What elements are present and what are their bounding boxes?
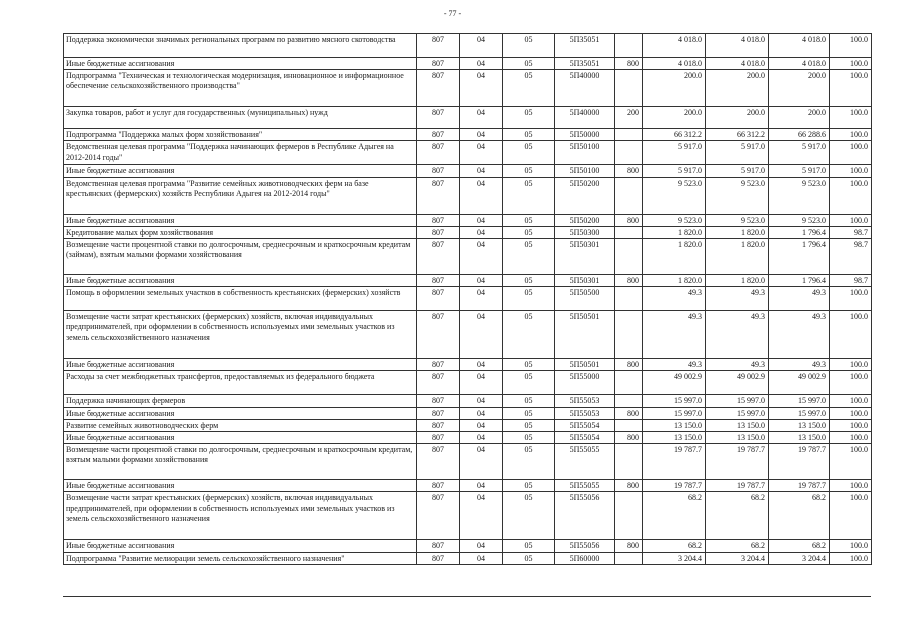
- ved-cell: 807: [417, 480, 460, 492]
- rz-cell: 04: [460, 226, 503, 238]
- row-name-cell: Иные бюджетные ассигнования: [64, 359, 417, 371]
- fact-cell: 19 787.7: [769, 480, 830, 492]
- spec-cell: 13 150.0: [706, 419, 769, 431]
- vr-cell: [615, 177, 643, 214]
- row-name-cell: Возмещение части процентной ставки по долгосрочным, среднесрочным и краткосрочным кредитам (займам), взятым малыми формами хозяйствования: [64, 239, 417, 275]
- pr-cell: 05: [503, 107, 555, 129]
- rz-cell: 04: [460, 432, 503, 444]
- spec-cell: 68.2: [706, 540, 769, 552]
- fact-cell: 1 796.4: [769, 275, 830, 287]
- table-row: [64, 239, 872, 275]
- plan-cell: 49.3: [643, 359, 706, 371]
- rz-cell: 04: [460, 70, 503, 107]
- percent-cell: 100.0: [830, 311, 872, 359]
- plan-cell: 3 204.4: [643, 552, 706, 564]
- pr-cell: 05: [503, 444, 555, 480]
- rz-cell: 04: [460, 407, 503, 419]
- rz-cell: 04: [460, 444, 503, 480]
- spec-cell: 15 997.0: [706, 395, 769, 407]
- spec-cell: 9 523.0: [706, 214, 769, 226]
- row-name-cell: Иные бюджетные ассигнования: [64, 275, 417, 287]
- table-row: [64, 432, 872, 444]
- spec-cell: 49.3: [706, 359, 769, 371]
- percent-cell: 100.0: [830, 359, 872, 371]
- csr-cell: 5П55056: [555, 540, 615, 552]
- csr-cell: 5П50200: [555, 177, 615, 214]
- vr-cell: 800: [615, 407, 643, 419]
- rz-cell: 04: [460, 395, 503, 407]
- plan-cell: 15 997.0: [643, 407, 706, 419]
- plan-cell: 15 997.0: [643, 395, 706, 407]
- plan-cell: 49 002.9: [643, 371, 706, 395]
- pr-cell: 05: [503, 407, 555, 419]
- row-name-cell: Иные бюджетные ассигнования: [64, 432, 417, 444]
- pr-cell: 05: [503, 287, 555, 311]
- vr-cell: [615, 395, 643, 407]
- pr-cell: 05: [503, 58, 555, 70]
- fact-cell: 3 204.4: [769, 552, 830, 564]
- fact-cell: 1 796.4: [769, 239, 830, 275]
- row-name-cell: Подпрограмма "Техническая и технологическая модернизация, инновационное и информационное обеспечение сельскохозяйственного производства": [64, 70, 417, 107]
- rz-cell: 04: [460, 359, 503, 371]
- csr-cell: 5П50100: [555, 141, 615, 165]
- ved-cell: 807: [417, 311, 460, 359]
- spec-cell: 66 312.2: [706, 129, 769, 141]
- percent-cell: 100.0: [830, 552, 872, 564]
- vr-cell: 800: [615, 432, 643, 444]
- percent-cell: 100.0: [830, 58, 872, 70]
- table-bottom-border: [63, 596, 871, 597]
- rz-cell: 04: [460, 214, 503, 226]
- table-row: [64, 311, 872, 359]
- table-row: [64, 480, 872, 492]
- ved-cell: 807: [417, 34, 460, 58]
- ved-cell: 807: [417, 444, 460, 480]
- plan-cell: 1 820.0: [643, 275, 706, 287]
- row-name-cell: Подпрограмма "Поддержка малых форм хозяйствования": [64, 129, 417, 141]
- csr-cell: 5П55055: [555, 444, 615, 480]
- spec-cell: 9 523.0: [706, 177, 769, 214]
- page-number: - 77 -: [443, 9, 462, 18]
- row-name-cell: Иные бюджетные ассигнования: [64, 165, 417, 177]
- row-name-cell: Возмещение части затрат крестьянских (фермерских) хозяйств, включая индивидуальных предпринимателей, при оформлении в собственность используемых ими земельных участков из земель сельскохозяйственного назначения: [64, 311, 417, 359]
- ved-cell: 807: [417, 540, 460, 552]
- plan-cell: 4 018.0: [643, 34, 706, 58]
- vr-cell: [615, 444, 643, 480]
- percent-cell: 100.0: [830, 287, 872, 311]
- ved-cell: 807: [417, 407, 460, 419]
- plan-cell: 5 917.0: [643, 141, 706, 165]
- rz-cell: 04: [460, 540, 503, 552]
- rz-cell: 04: [460, 371, 503, 395]
- row-name-cell: Кредитование малых форм хозяйствования: [64, 226, 417, 238]
- fact-cell: 15 997.0: [769, 407, 830, 419]
- row-name-cell: Иные бюджетные ассигнования: [64, 214, 417, 226]
- spec-cell: 1 820.0: [706, 275, 769, 287]
- fact-cell: 19 787.7: [769, 444, 830, 480]
- fact-cell: 68.2: [769, 540, 830, 552]
- table-row: [64, 287, 872, 311]
- table-row: [64, 371, 872, 395]
- csr-cell: 5П50000: [555, 129, 615, 141]
- ved-cell: 807: [417, 492, 460, 540]
- spec-cell: 13 150.0: [706, 432, 769, 444]
- rz-cell: 04: [460, 287, 503, 311]
- table-row: [64, 419, 872, 431]
- fact-cell: 49.3: [769, 287, 830, 311]
- ved-cell: 807: [417, 371, 460, 395]
- spec-cell: 49 002.9: [706, 371, 769, 395]
- pr-cell: 05: [503, 141, 555, 165]
- csr-cell: 5П55054: [555, 432, 615, 444]
- table-row: [64, 226, 872, 238]
- percent-cell: 98.7: [830, 275, 872, 287]
- spec-cell: 4 018.0: [706, 58, 769, 70]
- percent-cell: 100.0: [830, 34, 872, 58]
- plan-cell: 5 917.0: [643, 165, 706, 177]
- vr-cell: [615, 492, 643, 540]
- vr-cell: 200: [615, 107, 643, 129]
- fact-cell: 9 523.0: [769, 177, 830, 214]
- percent-cell: 100.0: [830, 371, 872, 395]
- rz-cell: 04: [460, 107, 503, 129]
- table-row: [64, 58, 872, 70]
- fact-cell: 49.3: [769, 311, 830, 359]
- vr-cell: 800: [615, 214, 643, 226]
- row-name-cell: Закупка товаров, работ и услуг для государственных (муниципальных) нужд: [64, 107, 417, 129]
- pr-cell: 05: [503, 70, 555, 107]
- rz-cell: 04: [460, 552, 503, 564]
- rz-cell: 04: [460, 34, 503, 58]
- spec-cell: 15 997.0: [706, 407, 769, 419]
- fact-cell: 4 018.0: [769, 34, 830, 58]
- row-name-cell: Подпрограмма "Развитие мелиорации земель сельскохозяйственного назначения": [64, 552, 417, 564]
- pr-cell: 05: [503, 480, 555, 492]
- plan-cell: 200.0: [643, 70, 706, 107]
- fact-cell: 49 002.9: [769, 371, 830, 395]
- plan-cell: 9 523.0: [643, 214, 706, 226]
- fact-cell: 200.0: [769, 70, 830, 107]
- table-row: [64, 214, 872, 226]
- spec-cell: 1 820.0: [706, 226, 769, 238]
- vr-cell: 800: [615, 540, 643, 552]
- csr-cell: 5П35051: [555, 34, 615, 58]
- pr-cell: 05: [503, 492, 555, 540]
- pr-cell: 05: [503, 275, 555, 287]
- vr-cell: [615, 552, 643, 564]
- csr-cell: 5П35051: [555, 58, 615, 70]
- percent-cell: 100.0: [830, 177, 872, 214]
- percent-cell: 100.0: [830, 214, 872, 226]
- pr-cell: 05: [503, 540, 555, 552]
- row-name-cell: Ведомственная целевая программа "Поддержка начинающих фермеров в Республике Адыгея на 2012-2014 годы": [64, 141, 417, 165]
- spec-cell: 49.3: [706, 287, 769, 311]
- csr-cell: 5П50100: [555, 165, 615, 177]
- pr-cell: 05: [503, 239, 555, 275]
- pr-cell: 05: [503, 371, 555, 395]
- spec-cell: 68.2: [706, 492, 769, 540]
- csr-cell: 5П50500: [555, 287, 615, 311]
- ved-cell: 807: [417, 432, 460, 444]
- row-name-cell: Поддержка экономически значимых региональных программ по развитию мясного скотоводства: [64, 34, 417, 58]
- row-name-cell: Иные бюджетные ассигнования: [64, 480, 417, 492]
- fact-cell: 5 917.0: [769, 141, 830, 165]
- vr-cell: [615, 287, 643, 311]
- rz-cell: 04: [460, 141, 503, 165]
- plan-cell: 1 820.0: [643, 226, 706, 238]
- vr-cell: [615, 70, 643, 107]
- csr-cell: 5П50301: [555, 275, 615, 287]
- pr-cell: 05: [503, 129, 555, 141]
- plan-cell: 200.0: [643, 107, 706, 129]
- spec-cell: 1 820.0: [706, 239, 769, 275]
- rz-cell: 04: [460, 419, 503, 431]
- spec-cell: 5 917.0: [706, 141, 769, 165]
- table-row: [64, 129, 872, 141]
- ved-cell: 807: [417, 359, 460, 371]
- table-row: [64, 165, 872, 177]
- fact-cell: 13 150.0: [769, 432, 830, 444]
- row-name-cell: Возмещение части процентной ставки по долгосрочным, среднесрочным и краткосрочным кредитам, взятым малыми формами хозяйствования: [64, 444, 417, 480]
- plan-cell: 19 787.7: [643, 444, 706, 480]
- fact-cell: 49.3: [769, 359, 830, 371]
- ved-cell: 807: [417, 226, 460, 238]
- vr-cell: [615, 34, 643, 58]
- ved-cell: 807: [417, 419, 460, 431]
- table-row: [64, 395, 872, 407]
- percent-cell: 98.7: [830, 239, 872, 275]
- csr-cell: 5П55054: [555, 419, 615, 431]
- ved-cell: 807: [417, 58, 460, 70]
- vr-cell: 800: [615, 480, 643, 492]
- table-row: [64, 275, 872, 287]
- row-name-cell: Иные бюджетные ассигнования: [64, 58, 417, 70]
- plan-cell: 66 312.2: [643, 129, 706, 141]
- row-name-cell: Помощь в оформлении земельных участков в собственность крестьянских (фермерских) хозяйств: [64, 287, 417, 311]
- percent-cell: 100.0: [830, 540, 872, 552]
- vr-cell: 800: [615, 275, 643, 287]
- plan-cell: 1 820.0: [643, 239, 706, 275]
- csr-cell: 5П50301: [555, 239, 615, 275]
- rz-cell: 04: [460, 492, 503, 540]
- pr-cell: 05: [503, 432, 555, 444]
- pr-cell: 05: [503, 419, 555, 431]
- csr-cell: 5П55053: [555, 395, 615, 407]
- vr-cell: [615, 419, 643, 431]
- ved-cell: 807: [417, 165, 460, 177]
- rz-cell: 04: [460, 129, 503, 141]
- ved-cell: 807: [417, 141, 460, 165]
- csr-cell: 5П40000: [555, 107, 615, 129]
- rz-cell: 04: [460, 311, 503, 359]
- plan-cell: 19 787.7: [643, 480, 706, 492]
- percent-cell: 100.0: [830, 395, 872, 407]
- rz-cell: 04: [460, 275, 503, 287]
- csr-cell: 5П50501: [555, 311, 615, 359]
- plan-cell: 68.2: [643, 540, 706, 552]
- fact-cell: 9 523.0: [769, 214, 830, 226]
- table-row: [64, 359, 872, 371]
- budget-table: [63, 33, 872, 565]
- plan-cell: 9 523.0: [643, 177, 706, 214]
- rz-cell: 04: [460, 239, 503, 275]
- vr-cell: [615, 371, 643, 395]
- vr-cell: [615, 311, 643, 359]
- row-name-cell: Иные бюджетные ассигнования: [64, 407, 417, 419]
- table-row: [64, 492, 872, 540]
- ved-cell: 807: [417, 287, 460, 311]
- percent-cell: 100.0: [830, 407, 872, 419]
- csr-cell: 5П40000: [555, 70, 615, 107]
- csr-cell: 5П50300: [555, 226, 615, 238]
- pr-cell: 05: [503, 34, 555, 58]
- percent-cell: 100.0: [830, 141, 872, 165]
- row-name-cell: Развитие семейных животноводческих ферм: [64, 419, 417, 431]
- ved-cell: 807: [417, 129, 460, 141]
- ved-cell: 807: [417, 177, 460, 214]
- row-name-cell: Возмещение части затрат крестьянских (фермерских) хозяйств, включая индивидуальных предпринимателей, при оформлении в собственность используемых ими земельных участков из земель сельскохозяйственного назначения: [64, 492, 417, 540]
- rz-cell: 04: [460, 165, 503, 177]
- pr-cell: 05: [503, 214, 555, 226]
- percent-cell: 100.0: [830, 70, 872, 107]
- table-row: [64, 444, 872, 480]
- csr-cell: 5П60000: [555, 552, 615, 564]
- pr-cell: 05: [503, 395, 555, 407]
- table-row: [64, 177, 872, 214]
- csr-cell: 5П55056: [555, 492, 615, 540]
- fact-cell: 1 796.4: [769, 226, 830, 238]
- ved-cell: 807: [417, 552, 460, 564]
- row-name-cell: Поддержка начинающих фермеров: [64, 395, 417, 407]
- pr-cell: 05: [503, 226, 555, 238]
- table-row: [64, 552, 872, 564]
- pr-cell: 05: [503, 177, 555, 214]
- ved-cell: 807: [417, 214, 460, 226]
- csr-cell: 5П55053: [555, 407, 615, 419]
- vr-cell: 800: [615, 165, 643, 177]
- rz-cell: 04: [460, 480, 503, 492]
- spec-cell: 200.0: [706, 107, 769, 129]
- spec-cell: 19 787.7: [706, 444, 769, 480]
- percent-cell: 100.0: [830, 165, 872, 177]
- table-row: [64, 407, 872, 419]
- fact-cell: 200.0: [769, 107, 830, 129]
- vr-cell: 800: [615, 359, 643, 371]
- percent-cell: 100.0: [830, 492, 872, 540]
- csr-cell: 5П55000: [555, 371, 615, 395]
- spec-cell: 200.0: [706, 70, 769, 107]
- rz-cell: 04: [460, 58, 503, 70]
- table-row: [64, 540, 872, 552]
- plan-cell: 68.2: [643, 492, 706, 540]
- table-row: [64, 70, 872, 107]
- plan-cell: 49.3: [643, 287, 706, 311]
- table-row: [64, 107, 872, 129]
- pr-cell: 05: [503, 359, 555, 371]
- ved-cell: 807: [417, 395, 460, 407]
- pr-cell: 05: [503, 311, 555, 359]
- plan-cell: 49.3: [643, 311, 706, 359]
- csr-cell: 5П50200: [555, 214, 615, 226]
- vr-cell: [615, 141, 643, 165]
- spec-cell: 3 204.4: [706, 552, 769, 564]
- percent-cell: 100.0: [830, 419, 872, 431]
- spec-cell: 49.3: [706, 311, 769, 359]
- ved-cell: 807: [417, 107, 460, 129]
- csr-cell: 5П50501: [555, 359, 615, 371]
- row-name-cell: Расходы за счет межбюджетных трансфертов, предоставляемых из федерального бюджета: [64, 371, 417, 395]
- percent-cell: 100.0: [830, 129, 872, 141]
- vr-cell: 800: [615, 58, 643, 70]
- plan-cell: 13 150.0: [643, 419, 706, 431]
- plan-cell: 13 150.0: [643, 432, 706, 444]
- pr-cell: 05: [503, 552, 555, 564]
- spec-cell: 5 917.0: [706, 165, 769, 177]
- fact-cell: 4 018.0: [769, 58, 830, 70]
- ved-cell: 807: [417, 275, 460, 287]
- ved-cell: 807: [417, 239, 460, 275]
- percent-cell: 100.0: [830, 432, 872, 444]
- table-row: [64, 141, 872, 165]
- spec-cell: 19 787.7: [706, 480, 769, 492]
- ved-cell: 807: [417, 70, 460, 107]
- fact-cell: 5 917.0: [769, 165, 830, 177]
- row-name-cell: Ведомственная целевая программа "Развитие семейных животноводческих ферм на базе крестьянских (фермерских) хозяйств Республики Адыгея на 2012-2014 годы": [64, 177, 417, 214]
- percent-cell: 98.7: [830, 226, 872, 238]
- percent-cell: 100.0: [830, 444, 872, 480]
- fact-cell: 15 997.0: [769, 395, 830, 407]
- vr-cell: [615, 239, 643, 275]
- fact-cell: 13 150.0: [769, 419, 830, 431]
- table-row: [64, 34, 872, 58]
- pr-cell: 05: [503, 165, 555, 177]
- row-name-cell: Иные бюджетные ассигнования: [64, 540, 417, 552]
- csr-cell: 5П55055: [555, 480, 615, 492]
- spec-cell: 4 018.0: [706, 34, 769, 58]
- percent-cell: 100.0: [830, 107, 872, 129]
- vr-cell: [615, 226, 643, 238]
- vr-cell: [615, 129, 643, 141]
- fact-cell: 68.2: [769, 492, 830, 540]
- rz-cell: 04: [460, 177, 503, 214]
- plan-cell: 4 018.0: [643, 58, 706, 70]
- percent-cell: 100.0: [830, 480, 872, 492]
- fact-cell: 66 288.6: [769, 129, 830, 141]
